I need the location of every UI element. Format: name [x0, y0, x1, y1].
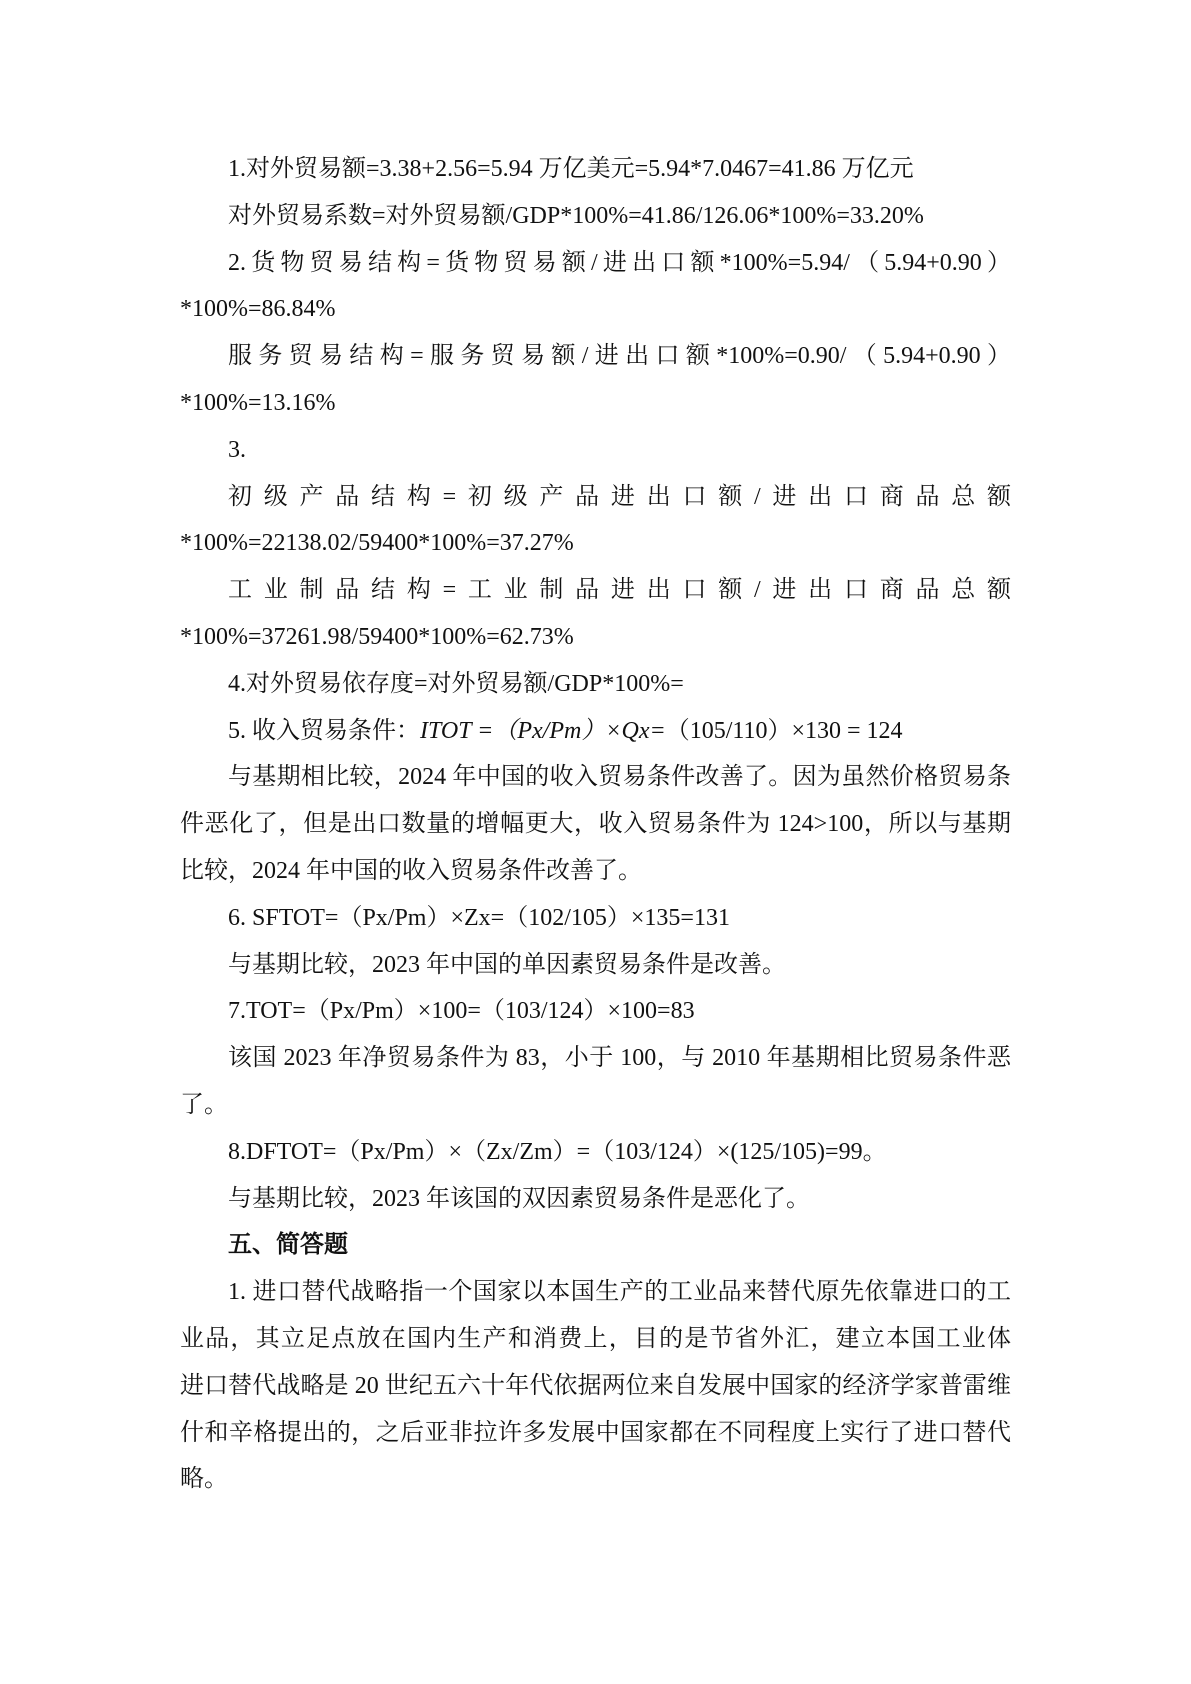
section5-q1-line: 进口替代战略是 20 世纪五六十年代依据两位来自发展中国家的经济学家普雷维: [180, 1372, 1011, 1399]
q3-number: 3.: [228, 436, 246, 463]
q7-conclusion-line: 该国 2023 年净贸易条件为 83，小于 100，与 2010 年基期相比贸易条件恶: [228, 1045, 1011, 1072]
q3-primary-products-line: 初级产品结构=初级产品进出口额/进出口商品总额: [228, 483, 1011, 510]
q5-label: 5. 收入贸易条件：: [228, 717, 420, 744]
q2-service-structure-result: *100%=13.16%: [180, 389, 336, 416]
q2-service-structure-line: 服务贸易结构=服务贸易额/进出口额*100%=0.90/（5.94+0.90）: [228, 343, 1011, 370]
q1-trade-volume-line: 1.对外贸易额=3.38+2.56=5.94 万亿美元=5.94*7.0467=41.86 万亿元: [228, 156, 914, 182]
q4-dependence-line: 4.对外贸易依存度=对外贸易额/GDP*100%=: [228, 670, 684, 697]
q8-formula-line: 8.DFTOT=（Px/Pm）×（Zx/Zm）=（103/124）×(125/105)=99。: [228, 1138, 887, 1165]
q5-result: （105/110）×130 = 124: [665, 717, 903, 744]
q6-conclusion-line: 与基期比较，2023 年中国的单因素贸易条件是改善。: [228, 951, 786, 978]
page-body: [180, 146, 1011, 1503]
section5-q1-line: 1. 进口替代战略指一个国家以本国生产的工业品来替代原先依靠进口的工: [228, 1279, 1011, 1306]
q5-formula: ITOT =（Px/Pm）×Qx=: [420, 717, 666, 744]
q2-goods-structure-result: *100%=86.84%: [180, 296, 336, 323]
section-heading: 五、简答题: [228, 1232, 348, 1259]
q6-formula-line: 6. SFTOT=（Px/Pm）×Zx=（102/105）×135=131: [228, 904, 730, 931]
q7-conclusion-line: 了。: [180, 1091, 228, 1118]
q2-goods-structure-line: 2.货物贸易结构=货物贸易额/进出口额*100%=5.94/（5.94+0.90）: [228, 249, 1011, 276]
q1-trade-coefficient-line: 对外贸易系数=对外贸易额/GDP*100%=41.86/126.06*100%=33.20%: [228, 202, 924, 229]
section5-q1-line: 业品，其立足点放在国内生产和消费上，目的是节省外汇，建立本国工业体: [180, 1325, 1011, 1352]
q5-explanation-line: 与基期相比较，2024 年中国的收入贸易条件改善了。因为虽然价格贸易条: [228, 764, 1011, 791]
q5-formula-line: [180, 708, 1011, 755]
q5-explanation-line: 件恶化了，但是出口数量的增幅更大，收入贸易条件为 124>100，所以与基期: [180, 811, 1011, 838]
section5-q1-line: 什和辛格提出的，之后亚非拉许多发展中国家都在不同程度上实行了进口替代: [180, 1419, 1011, 1446]
q5-explanation-line: 比较，2024 年中国的收入贸易条件改善了。: [180, 857, 642, 884]
q3-primary-products-result: *100%=22138.02/59400*100%=37.27%: [180, 530, 574, 557]
section5-q1-line: 略。: [180, 1466, 228, 1493]
q7-formula-line: 7.TOT=（Px/Pm）×100=（103/124）×100=83: [228, 998, 695, 1025]
q3-manufactured-products-line: 工业制品结构=工业制品进出口额/进出口商品总额: [228, 577, 1011, 604]
q8-conclusion-line: 与基期比较，2023 年该国的双因素贸易条件是恶化了。: [228, 1185, 810, 1212]
q3-manufactured-products-result: *100%=37261.98/59400*100%=62.73%: [180, 623, 574, 650]
